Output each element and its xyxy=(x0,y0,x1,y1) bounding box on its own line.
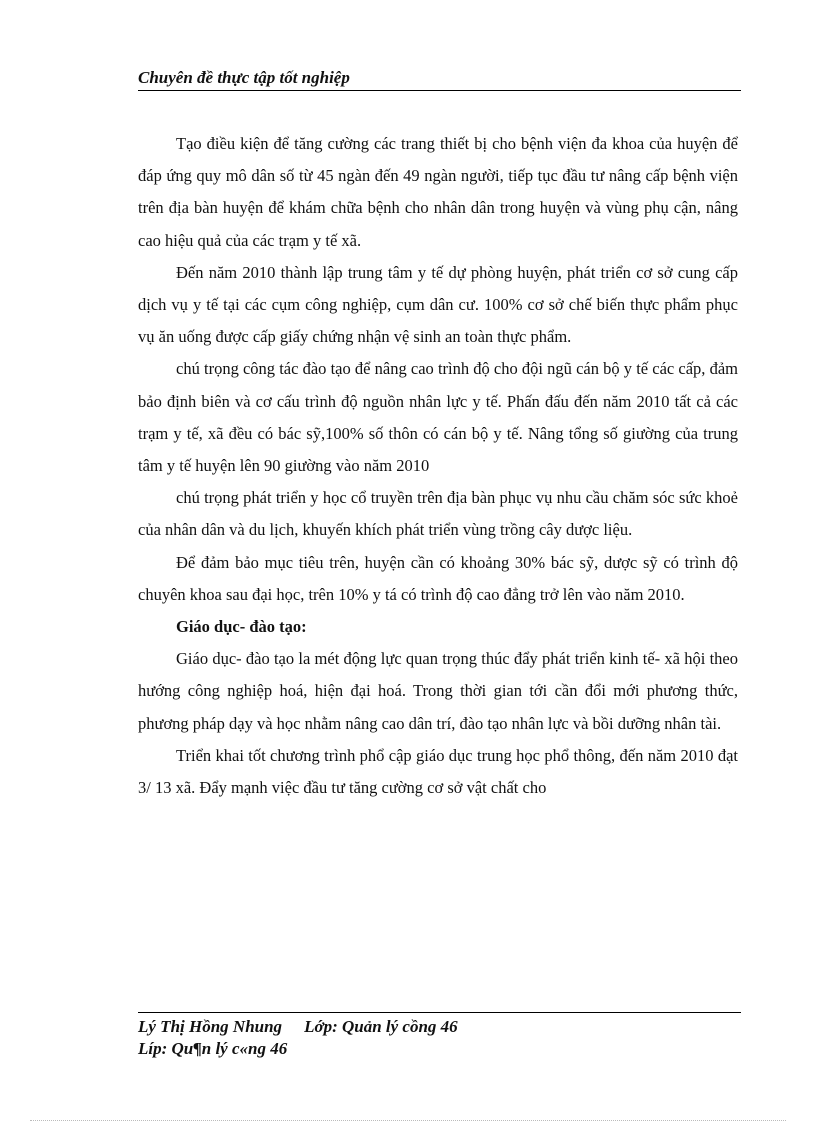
paragraph: Tạo điều kiện để tăng cường các trang thiết bị cho bệnh viện đa khoa của huyện để đáp ứng quy mô dân số từ 45 ngàn đến 49 ngàn người, tiếp tục đầu tư nâng cấp bệnh viện trên địa bàn huyện để khám chữa bệnh cho nhân dân trong huyện và vùng phụ cận, nâng cao hiệu quả của các trạm y tế xã. xyxy=(138,134,738,250)
document-body xyxy=(138,128,738,804)
header-title: Chuyên đề thực tập tốt nghiệp xyxy=(138,68,350,87)
paragraph: chú trọng phát triển y học cổ truyền trên địa bàn phục vụ nhu cầu chăm sóc sức khoẻ của nhân dân và du lịch, khuyến khích phát triển vùng trồng cây dược liệu. xyxy=(138,488,738,540)
paragraph: chú trọng công tác đào tạo để nâng cao trình độ cho đội ngũ cán bộ y tế các cấp, đảm bảo định biên và cơ cấu trình độ nguồn nhân lực y tế. Phấn đấu đến năm 2010 tất cả các trạm y tế, xã đều có bác sỹ,100% số thôn có cán bộ y tế. Nâng tổng số giường của trung tâm y tế huyện lên 90 giường vào năm 2010 xyxy=(138,359,738,476)
paragraph: Triển khai tốt chương trình phổ cập giáo dục trung học phổ thông, đến năm 2010 đạt 3/ 13 xã. Đẩy mạnh việc đầu tư tăng cường cơ sở vật chất cho xyxy=(138,745,738,798)
section-heading: Giáo dục- đào tạo: xyxy=(176,617,307,637)
page-footer xyxy=(138,1012,741,1060)
paragraph: Để đảm bảo mục tiêu trên, huyện cần có khoảng 30% bác sỹ, dược sỹ có trình độ chuyên khoa sau đại học, trên 10% y tá có trình độ cao đẳng trở lên vào năm 2010. xyxy=(138,552,738,604)
paragraph: Đến năm 2010 thành lập trung tâm y tế dự phòng huyện, phát triển cơ sở cung cấp dịch vụ y tế tại các cụm công nghiệp, cụm dân cư. 100% cơ sở chế biến thực phẩm phục vụ ăn uống được cấp giấy chứng nhận vệ sinh an toàn thực phẩm. xyxy=(138,262,738,347)
paragraph: Giáo dục- đào tạo la mét động lực quan trọng thúc đẩy phát triển kinh tế- xã hội theo hướng công nghiệp hoá, hiện đại hoá. Trong thời gian tới cần đổi mới phương thức, phương pháp dạy và học nhằm nâng cao dân trí, đào tạo nhân lực và bồi dưỡng nhân tài. xyxy=(138,649,738,733)
page-header xyxy=(138,68,741,91)
footer-class: Lớp: Quản lý cồng 46 xyxy=(304,1017,458,1036)
page-bottom-border xyxy=(30,1120,786,1121)
footer-author: Lý Thị Hồng Nhung xyxy=(138,1017,283,1036)
footer-class-garbled: Líp: Qu¶n lý c«ng 46 xyxy=(138,1039,288,1058)
footer-author-line xyxy=(138,1016,741,1038)
